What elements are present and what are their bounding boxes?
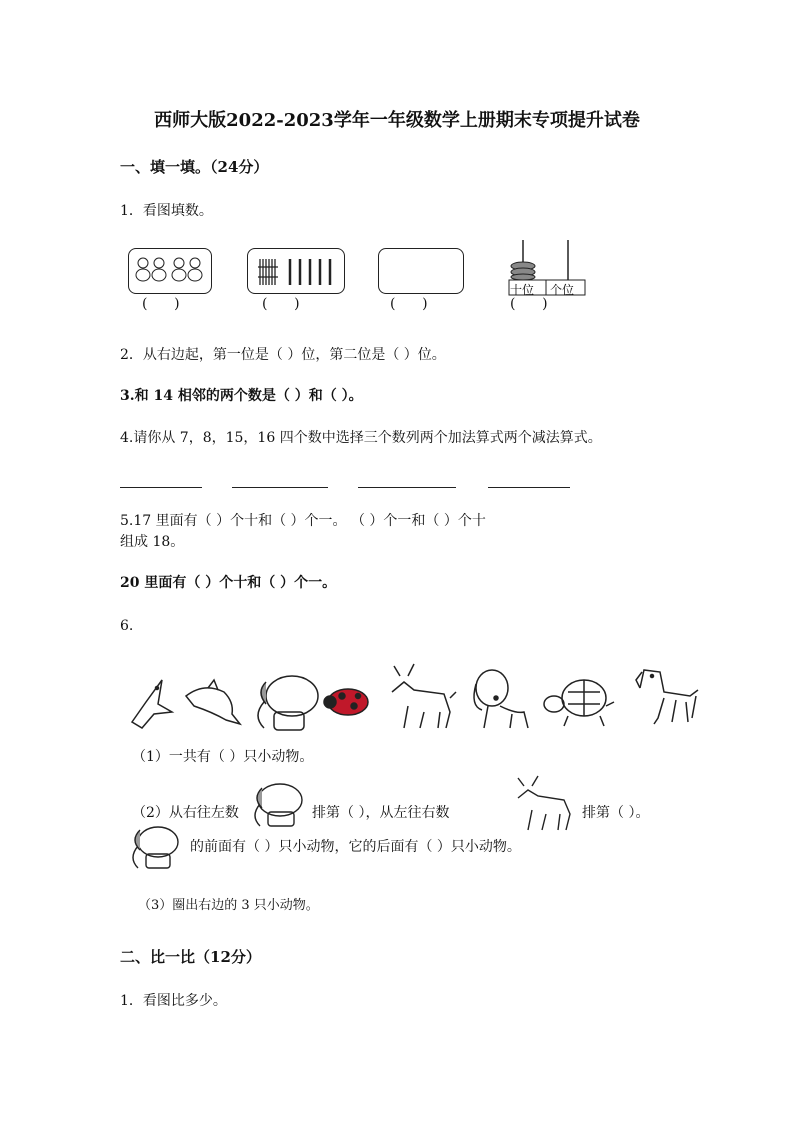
elephant-icon	[128, 822, 184, 872]
question-3-text: 3.和 14 相邻的两个数是（ ）和（ ）。	[120, 388, 363, 404]
question-4-text: 4.请你从 7，8，15，16 四个数中选择三个数列两个加法算式两个减法算式。	[120, 430, 602, 446]
elephant-icon	[258, 676, 318, 730]
answer-line-2[interactable]	[232, 487, 328, 488]
page-title: 西师大版2022-2023学年一年级数学上册期末专项提升试卷	[154, 110, 640, 131]
sticks-picture-box	[247, 248, 345, 294]
goat-icon	[392, 664, 456, 728]
question-6-2-text-a: （2）从右往左数	[132, 805, 239, 821]
question-5-line-1: 5.17 里面有（ ）个十和（ ）个一。 （ ）个一和（ ）个十	[120, 513, 486, 529]
question-5-line-2: 组成 18。	[120, 534, 185, 550]
question-6-2-text-d: 的前面有（ ）只小动物，它的后面有（ ）只小动物。	[190, 839, 521, 855]
answer-blank-2[interactable]: ( )	[262, 296, 300, 312]
answer-blank-3[interactable]: ( )	[390, 296, 428, 312]
abacus-ones-label: 个位	[550, 283, 575, 297]
question-6-1-text: （1）一共有（ ）只小动物。	[132, 749, 314, 765]
bird-icon	[132, 680, 172, 728]
section-1-heading: 一、填一填。（24分）	[120, 158, 269, 176]
answer-line-3[interactable]	[358, 487, 456, 488]
question-6-2-text-b: 排第（ ），从左往右数	[312, 805, 450, 821]
animals-row	[124, 662, 704, 742]
answer-blank-4[interactable]: ( )	[510, 296, 548, 312]
question-5-line-3: 20 里面有（ ）个十和（ ）个一。	[120, 575, 337, 591]
question-6-3-text: （3）圈出右边的 3 只小动物。	[138, 898, 319, 913]
sticks-bundle-icon	[248, 249, 344, 293]
question-1-text: 1．看图填数。	[120, 203, 213, 219]
turtle-icon	[544, 680, 614, 726]
answer-line-1[interactable]	[120, 487, 202, 488]
ladybug-icon	[324, 689, 368, 715]
chicks-picture-box	[128, 248, 212, 294]
question-6-2-text-c: 排第（ ）。	[582, 805, 650, 821]
section-2-heading: 二、比一比（12分）	[120, 948, 261, 966]
question-6-number: 6.	[120, 618, 134, 634]
elephant-icon	[248, 778, 308, 830]
answer-line-4[interactable]	[488, 487, 570, 488]
dolphin-icon	[186, 680, 240, 724]
question-2-text: 2．从右边起，第一位是（ ）位，第二位是（ ）位。	[120, 347, 446, 363]
goat-icon	[512, 778, 578, 832]
answer-blank-1[interactable]: ( )	[142, 296, 180, 312]
section-2-question-1-text: 1．看图比多少。	[120, 993, 227, 1009]
chicks-icon	[129, 249, 211, 293]
abacus-tens-label: 十位	[510, 283, 535, 297]
empty-picture-box	[378, 248, 464, 294]
dog-icon	[474, 670, 528, 728]
horse-icon	[636, 670, 698, 724]
